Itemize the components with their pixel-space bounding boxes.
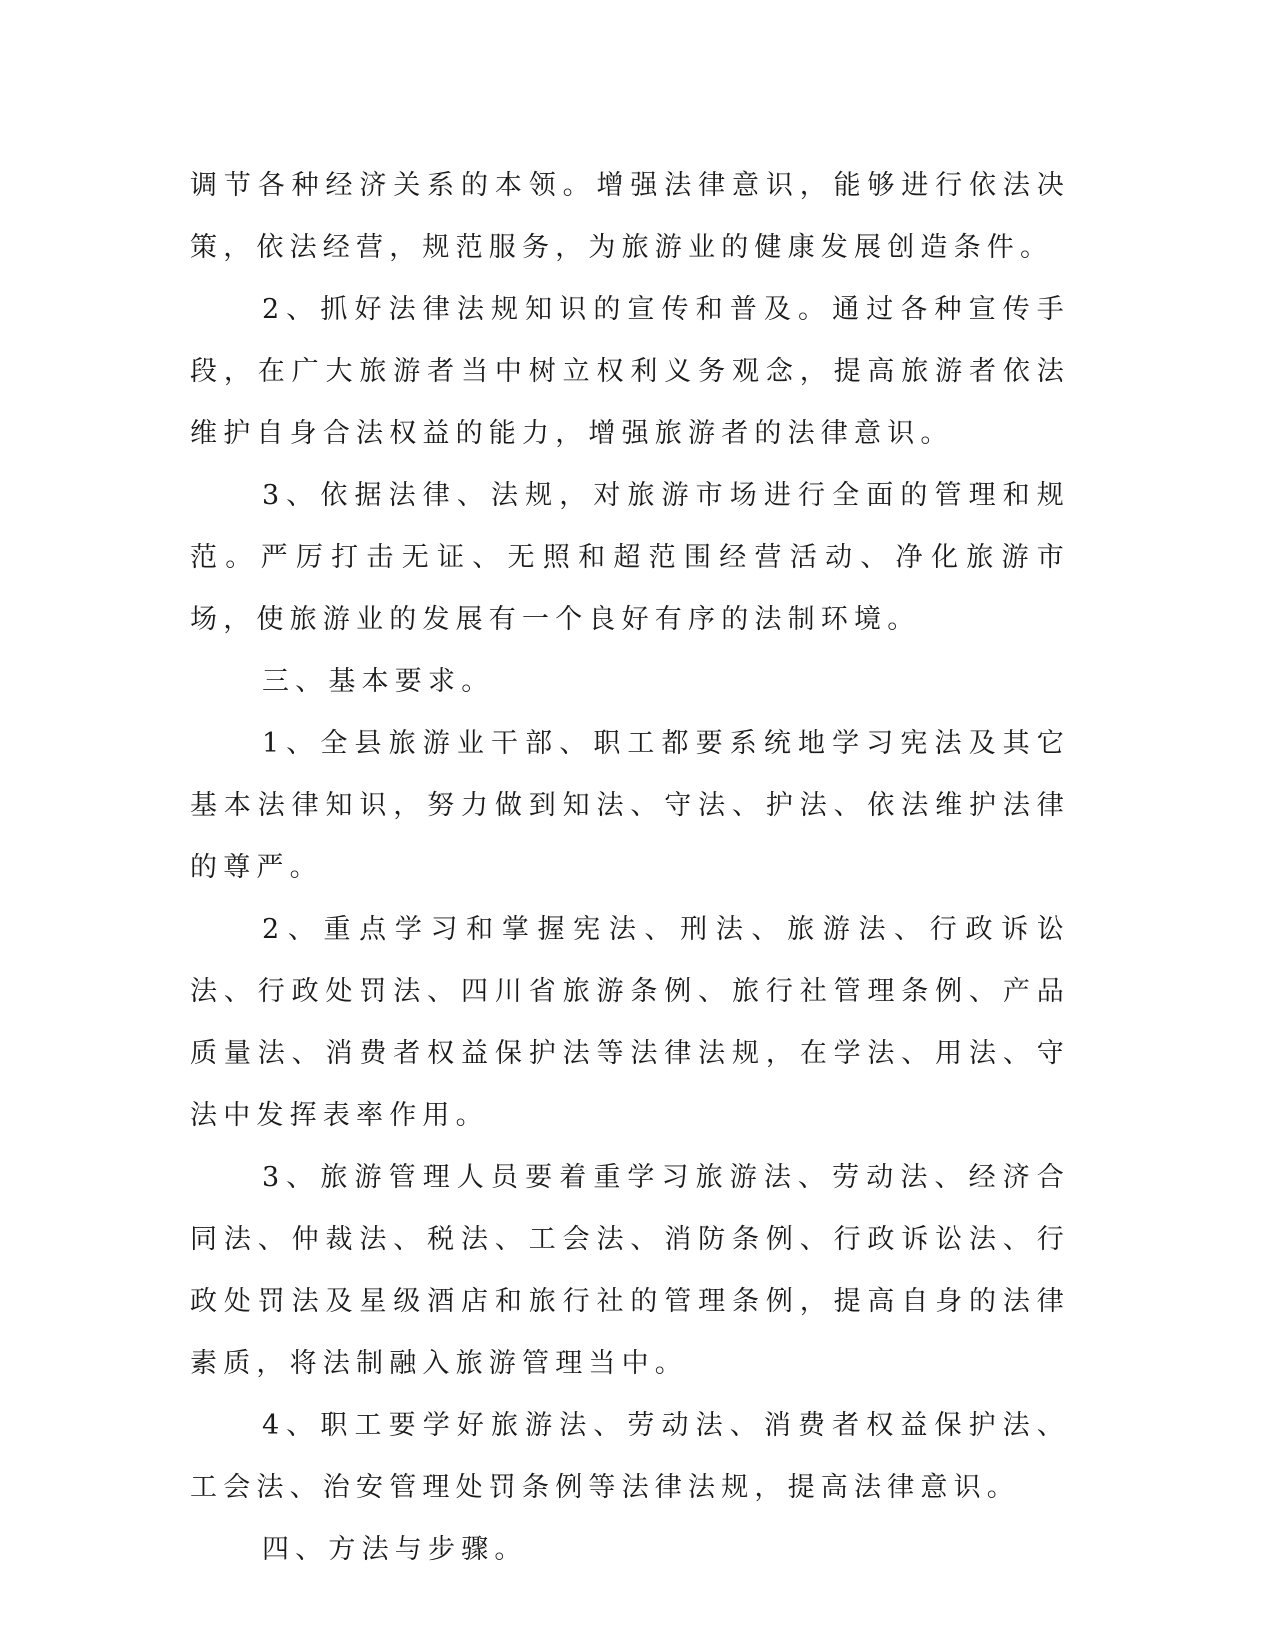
section-heading-basic-requirements: 三、基本要求。 — [262, 666, 495, 697]
paragraph-item-2-legal-publicity: 2、抓好法律法规知识的宣传和普及。通过各种宣传手段，在广大旅游者当中树立权利义务观念，提高旅游者依法维护自身合法权益的能力，增强旅游者的法律意识。 — [190, 294, 1070, 449]
paragraph-requirement-3: 3、旅游管理人员要着重学习旅游法、劳动法、经济合同法、仲裁法、税法、工会法、消防条例、行政诉讼法、行政处罚法及星级酒店和旅行社的管理条例，提高自身的法律素质，将法制融入旅游管理当中。 — [190, 1162, 1070, 1379]
paragraph-requirement-4: 4、职工要学好旅游法、劳动法、消费者权益保护法、工会法、治安管理处罚条例等法律法规，提高法律意识。 — [190, 1410, 1070, 1503]
paragraph-requirement-2: 2、重点学习和掌握宪法、刑法、旅游法、行政诉讼法、行政处罚法、四川省旅游条例、旅行社管理条例、产品质量法、消费者权益保护法等法律法规，在学法、用法、守法中发挥表率作用。 — [190, 914, 1070, 1131]
section-heading-methods-steps: 四、方法与步骤。 — [262, 1534, 528, 1565]
paragraph-requirement-1: 1、全县旅游业干部、职工都要系统地学习宪法及其它基本法律知识，努力做到知法、守法、护法、依法维护法律的尊严。 — [190, 728, 1070, 883]
paragraph-continuation: 调节各种经济关系的本领。增强法律意识，能够进行依法决策，依法经营，规范服务，为旅游业的健康发展创造条件。 — [190, 170, 1070, 263]
paragraph-item-3-market-management: 3、依据法律、法规，对旅游市场进行全面的管理和规范。严厉打击无证、无照和超范围经营活动、净化旅游市场，使旅游业的发展有一个良好有序的法制环境。 — [190, 480, 1070, 635]
document-body — [190, 155, 1070, 1581]
